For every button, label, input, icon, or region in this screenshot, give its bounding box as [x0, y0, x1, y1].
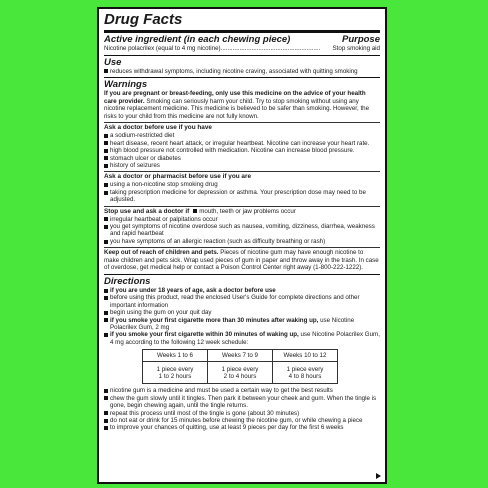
- divider: [104, 274, 380, 275]
- table-row: [143, 362, 338, 384]
- ingredient-name: Nicotine polacrilex (equal to 4 mg nicotine): [104, 45, 221, 52]
- use-heading: Use: [104, 56, 122, 68]
- bullet-icon: [104, 164, 108, 168]
- purpose-text: Stop smoking aid: [332, 45, 380, 52]
- table-cell: 1 piece every 1 to 2 hours: [143, 362, 208, 384]
- bullet-icon: [104, 419, 108, 423]
- list-item: if you smoke your first cigarette more than 30 minutes after waking up, use Nicotine Polacrilex Gum, 2 mg: [104, 317, 380, 332]
- bullet-icon: [104, 318, 108, 322]
- leader-dots: ..........................................................: [220, 45, 321, 52]
- bullet-icon: [104, 426, 108, 430]
- bullet-icon: [104, 217, 108, 221]
- ask-pharmacist-heading: Ask a doctor or pharmacist before use if you are: [104, 173, 252, 181]
- list-item: history of seizures: [104, 162, 380, 169]
- warnings-heading: Warnings: [104, 79, 148, 90]
- bullet-icon: [104, 183, 108, 187]
- ask-doctor-heading: Ask a doctor before use if you have: [104, 124, 212, 132]
- list-item: if you are under 18 years of age, ask a doctor before use: [104, 287, 380, 294]
- active-ingredient-header: [104, 34, 380, 45]
- table-header-row: [143, 350, 338, 362]
- bullet-icon: [104, 289, 108, 293]
- list-item: you have symptoms of an allergic reaction (such as difficulty breathing or rash): [104, 238, 380, 245]
- bullet-icon: [104, 225, 108, 229]
- stop-use-heading: Stop use and ask a doctor if: [104, 207, 190, 215]
- list-item: you get symptoms of nicotine overdose such as nausea, vomiting, dizziness, diarrhea, weakness and rapid heartbeat: [104, 223, 380, 238]
- dosing-schedule-table: [142, 349, 338, 384]
- bullet-icon: [104, 333, 108, 337]
- directions-heading: Directions: [104, 276, 151, 288]
- list-item: heart disease, recent heart attack, or irregular heartbeat. Nicotine can increase your heart rate.: [104, 140, 380, 147]
- list-item: do not eat or drink for 15 minutes before chewing the nicotine gum, or while chewing a piece: [104, 417, 380, 424]
- divider: [104, 77, 380, 78]
- bullet-icon: [104, 149, 108, 153]
- drug-facts-title: Drug Facts: [104, 11, 183, 28]
- purpose-heading: Purpose: [341, 34, 380, 45]
- bullet-icon: [104, 134, 108, 138]
- list-item: high blood pressure not controlled with medication. Nicotine can increase blood pressure.: [104, 147, 380, 154]
- list-item: nicotine gum is a medicine and must be used a certain way to get the best results: [104, 387, 380, 394]
- bullet-icon: [104, 141, 108, 145]
- list-item: a sodium-restricted diet: [104, 132, 380, 139]
- list-item: if you smoke your first cigarette within 30 minutes of waking up, use Nicotine Polacrilex Gum, 4 mg according to the following 12 week schedule:: [104, 331, 380, 346]
- divider: [104, 247, 380, 248]
- active-ingredient-heading: Active ingredient (in each chewing piece): [104, 34, 291, 45]
- bullet-icon: [104, 389, 108, 393]
- list-item: begin using the gum on your quit day: [104, 309, 380, 316]
- table-cell: 1 piece every 2 to 4 hours: [208, 362, 273, 384]
- bullet-icon: [104, 296, 108, 300]
- table-header: Weeks 1 to 6: [143, 350, 208, 362]
- bullet-icon: [104, 240, 108, 244]
- bullet-icon: [104, 411, 108, 415]
- table-header: Weeks 7 to 9: [208, 350, 273, 362]
- bullet-icon: [193, 209, 197, 213]
- list-item: to improve your chances of quitting, use at least 9 pieces per day for the first 6 weeks: [104, 424, 380, 431]
- list-item: before using this product, read the enclosed User's Guide for complete directions and other important information: [104, 294, 380, 309]
- list-item: irregular heartbeat or palpitations occur: [104, 216, 380, 223]
- keep-out-warning: Keep out of reach of children and pets. Pieces of nicotine gum may have enough nicotine to make children and pets sick. Wrap used pieces of gum in paper and throw away in the trash. In case of overdose, get medical help or contact a Poison Control Center right away (1-800-222-1222).: [104, 249, 379, 272]
- list-item: using a non-nicotine stop smoking drug: [104, 181, 380, 188]
- divider: [104, 171, 380, 172]
- use-item: reduces withdrawal symptoms, including nicotine craving, associated with quitting smoking: [104, 68, 380, 75]
- bullet-icon: [104, 396, 108, 400]
- divider: [104, 122, 380, 123]
- continue-arrow-icon: [376, 473, 381, 479]
- bullet-icon: [104, 69, 108, 73]
- divider: [104, 30, 380, 33]
- active-ingredient-row: [104, 45, 380, 53]
- divider: [104, 206, 380, 207]
- list-item: taking prescription medicine for depression or asthma. Your prescription dose may need to be adjusted.: [104, 189, 380, 204]
- pregnancy-warning: If you are pregnant or breast-feeding, only use this medicine on the advice of your health care provider. Smoking can seriously harm your child. Try to stop smoking without using any nicotine replacement medicine. This medicine is believed to be safer than smoking. However, the risks to your child from this medicine are not fully known.: [104, 90, 370, 120]
- list-item: chew the gum slowly until it tingles. Then park it between your cheek and gum. When the tingle is gone, begin chewing again, until the tingle returns.: [104, 395, 380, 410]
- list-item: stomach ulcer or diabetes: [104, 155, 380, 162]
- drug-facts-panel: [97, 7, 387, 484]
- bullet-icon: [104, 191, 108, 195]
- list-item: repeat this process until most of the tingle is gone (about 30 minutes): [104, 410, 380, 417]
- divider: [104, 55, 380, 56]
- table-header: Weeks 10 to 12: [273, 350, 338, 362]
- bullet-icon: [104, 156, 108, 160]
- stop-use-row: Stop use and ask a doctor if mouth, teeth or jaw problems occur: [104, 207, 296, 215]
- table-cell: 1 piece every 4 to 8 hours: [273, 362, 338, 384]
- bullet-icon: [104, 311, 108, 315]
